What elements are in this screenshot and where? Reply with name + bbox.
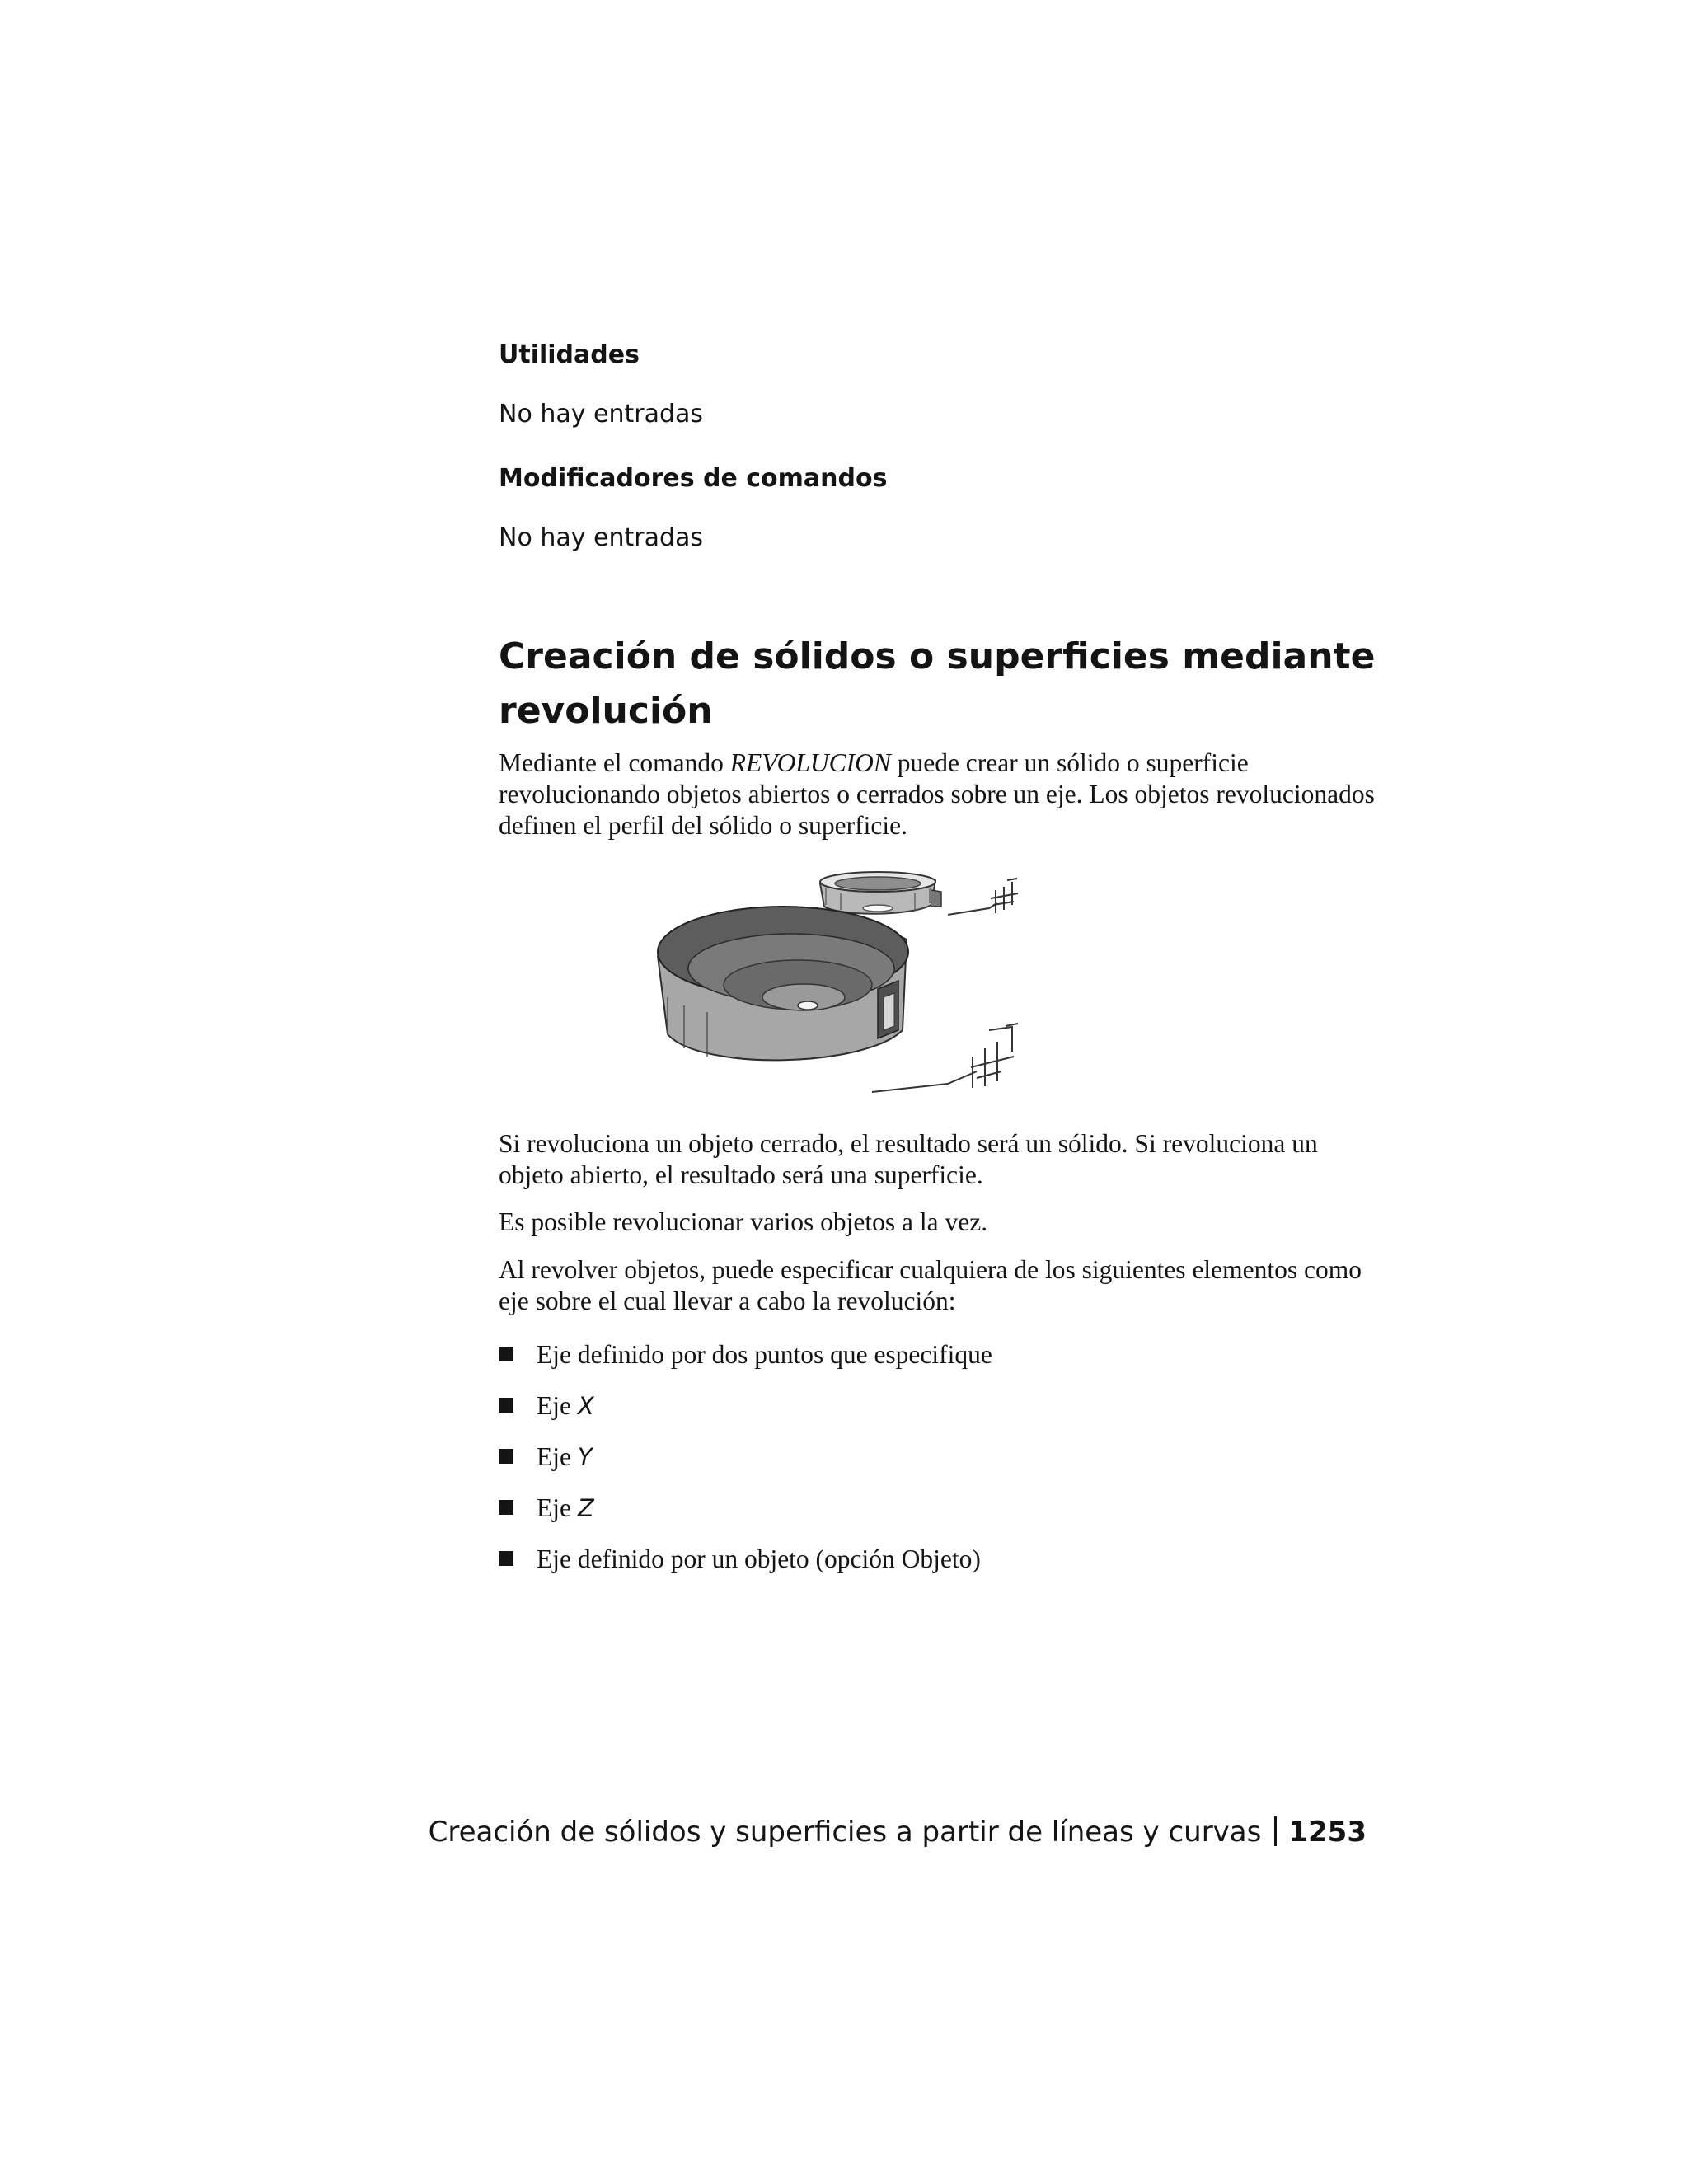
command-name: REVOLUCION — [729, 748, 891, 777]
command-modifiers-heading: Modificadores de comandos — [499, 464, 888, 493]
list-item — [499, 1442, 1405, 1475]
list-item: Eje definido por dos puntos que especifique — [499, 1340, 1405, 1373]
small-profile — [948, 879, 1018, 915]
list-item: Eje definido por un objeto (opción Objeto) — [499, 1544, 1405, 1577]
footer-chapter-title: Creación de sólidos y superficies a partir de líneas y curvas — [428, 1816, 1262, 1849]
axis-option-label: Eje — [537, 1442, 578, 1471]
bullet-square-icon — [499, 1500, 513, 1515]
section-title: Creación de sólidos o superficies mediante revolución — [499, 635, 1376, 733]
page-number: 1253 — [1288, 1816, 1367, 1849]
list-item — [499, 1391, 1405, 1424]
utilities-note: No hay entradas — [499, 400, 704, 429]
bullet-square-icon — [499, 1347, 513, 1361]
small-ring-solid — [820, 872, 941, 914]
intro-paragraph — [499, 748, 1389, 841]
footer-separator — [1274, 1816, 1277, 1846]
list-item — [499, 1493, 1405, 1526]
intro-text-after: puede crear un sólido o superficie revolucionando objetos abiertos o cerrados sobre un eje. Los objetos revolucionados definen el perfil del sólido o superficie. — [499, 748, 1375, 840]
command-modifiers-note: No hay entradas — [499, 523, 704, 552]
axis-variable: Z — [577, 1494, 594, 1522]
closed-open-paragraph: Si revoluciona un objeto cerrado, el resultado será un sólido. Si revoluciona un objeto abierto, el resultado será una superficie. — [499, 1129, 1318, 1189]
axis-option-label: Eje — [537, 1391, 578, 1420]
bullet-square-icon — [499, 1398, 513, 1413]
bullet-square-icon — [499, 1551, 513, 1566]
axis-variable: Y — [577, 1443, 593, 1471]
axis-intro-paragraph: Al revolver objetos, puede especificar cualquiera de los siguientes elementos como eje sobre el cual llevar a cabo la revolución: — [499, 1255, 1362, 1315]
axis-option-label: Eje — [537, 1493, 578, 1522]
bullet-square-icon — [499, 1449, 513, 1464]
revolved-solid-illustration — [651, 865, 1088, 1104]
utilities-heading: Utilidades — [499, 340, 640, 369]
page-footer — [429, 1816, 1367, 1849]
intro-text-before: Mediante el comando — [499, 748, 730, 777]
multiple-objects-paragraph: Es posible revolucionar varios objetos a la vez. — [499, 1207, 988, 1236]
large-bowl-solid — [658, 907, 908, 1060]
axis-variable: X — [577, 1392, 594, 1420]
